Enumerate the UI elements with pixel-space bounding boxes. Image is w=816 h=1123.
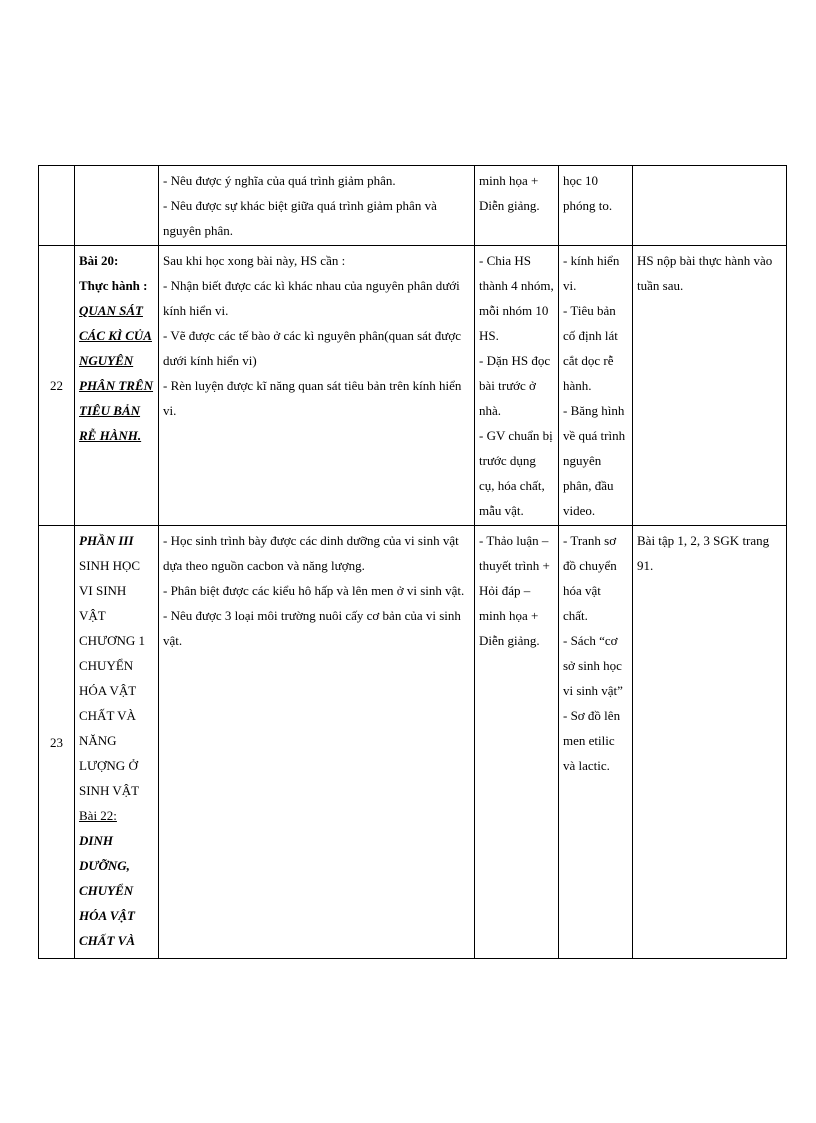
title-line: TIÊU BẢN xyxy=(79,403,141,418)
goal-line: - Vẽ được các tế bào ở các kì nguyên phân(quan sát được dưới kính hiển vi) xyxy=(163,328,461,368)
title-line: Bài 20: xyxy=(79,253,119,268)
lesson-homework xyxy=(633,246,787,526)
goal-line: - Nêu được 3 loại môi trường nuôi cấy cơ bản của vi sinh vật. xyxy=(163,608,461,648)
material-line: - Tiêu bản cố định lát cắt dọc rễ hành. xyxy=(563,303,618,393)
title-line: Thực hành : xyxy=(79,278,148,293)
material-line: học 10 xyxy=(563,173,599,188)
method-line: - Dặn HS đọc bài trước ở nhà. xyxy=(479,353,551,418)
table-row xyxy=(39,166,787,246)
goal-line: - Nêu được ý nghĩa của quá trình giảm phân. xyxy=(163,173,396,188)
goal-line: - Rèn luyện được kĩ năng quan sát tiêu bản trên kính hiển vi. xyxy=(163,378,462,418)
title-line: RỄ HÀNH. xyxy=(79,428,142,443)
lesson-number: 23 xyxy=(39,526,75,959)
homework-line: HS nộp bài thực hành vào tuần sau. xyxy=(637,253,773,293)
material-line: - Sách “cơ sở sinh học vi sinh vật” xyxy=(563,633,623,698)
lesson-methods xyxy=(475,166,559,246)
table-row xyxy=(39,526,787,959)
material-line: - kính hiển vi. xyxy=(563,253,620,293)
material-line: - Sơ đồ lên men etilic và lactic. xyxy=(563,708,621,773)
goal-line: - Nêu được sự khác biệt giữa quá trình giảm phân và nguyên phân. xyxy=(163,198,437,238)
title-line: DƯỠNG, xyxy=(79,858,130,873)
title-line: CHẤT VÀ xyxy=(79,933,135,948)
lesson-goals xyxy=(159,526,475,959)
material-line: phóng to. xyxy=(563,198,613,213)
title-line: NĂNG xyxy=(79,733,117,748)
lesson-number: 22 xyxy=(39,246,75,526)
material-line: - Tranh sơ đồ chuyển hóa vật chất. xyxy=(563,533,617,623)
method-line: minh họa + xyxy=(479,173,539,188)
title-line: HÓA VẬT xyxy=(79,683,137,698)
title-line: CHUYỂN xyxy=(79,658,134,673)
table-row xyxy=(39,246,787,526)
method-line: - Chia HS thành 4 nhóm, mỗi nhóm 10 HS. xyxy=(479,253,554,343)
title-line: DINH xyxy=(79,833,113,848)
lesson-materials xyxy=(559,246,633,526)
title-line: PHÂN TRÊN xyxy=(79,378,154,393)
title-line: CHƯƠNG 1 xyxy=(79,633,146,648)
lesson-title xyxy=(75,166,159,246)
goal-line: Sau khi học xong bài này, HS cần : xyxy=(163,253,346,268)
title-line: LƯỢNG Ở xyxy=(79,758,138,773)
title-line: VI SINH xyxy=(79,583,127,598)
title-line: SINH HỌC xyxy=(79,558,141,573)
lesson-methods xyxy=(475,246,559,526)
method-line: - GV chuẩn bị trước dụng cụ, hóa chất, mẫu vật. xyxy=(479,428,553,518)
title-line: CÁC KÌ CỦA xyxy=(79,328,152,343)
lesson-materials xyxy=(559,526,633,959)
title-line: CHẤT VÀ xyxy=(79,708,136,723)
title-line: Bài 22: xyxy=(79,808,117,823)
method-line: - Thảo luận – thuyết trình + Hỏi đáp – minh họa + Diễn giảng. xyxy=(479,533,550,648)
lesson-title xyxy=(75,526,159,959)
lesson-materials xyxy=(559,166,633,246)
title-line: PHẦN III xyxy=(79,533,134,548)
title-line: VẬT xyxy=(79,608,106,623)
title-line: HÓA VẬT xyxy=(79,908,135,923)
title-line: CHUYỂN xyxy=(79,883,134,898)
goal-line: - Học sinh trình bày được các dinh dưỡng của vi sinh vật dựa theo nguồn cacbon và năng lượng. xyxy=(163,533,459,573)
lesson-number xyxy=(39,166,75,246)
lesson-goals xyxy=(159,166,475,246)
goal-line: - Phân biệt được các kiểu hô hấp và lên men ở vi sinh vật. xyxy=(163,583,465,598)
lesson-methods xyxy=(475,526,559,959)
lesson-homework xyxy=(633,526,787,959)
title-line: QUAN SÁT xyxy=(79,303,143,318)
lesson-homework xyxy=(633,166,787,246)
homework-line: Bài tập 1, 2, 3 SGK trang 91. xyxy=(637,533,770,573)
lesson-plan-table xyxy=(38,165,787,959)
title-line: SINH VẬT xyxy=(79,783,140,798)
title-line: NGUYÊN xyxy=(79,353,134,368)
material-line: - Băng hình về quá trình nguyên phân, đầu video. xyxy=(563,403,626,518)
lesson-title xyxy=(75,246,159,526)
goal-line: - Nhận biết được các kì khác nhau của nguyên phân dưới kính hiển vi. xyxy=(163,278,460,318)
method-line: Diễn giảng. xyxy=(479,198,540,213)
lesson-goals xyxy=(159,246,475,526)
